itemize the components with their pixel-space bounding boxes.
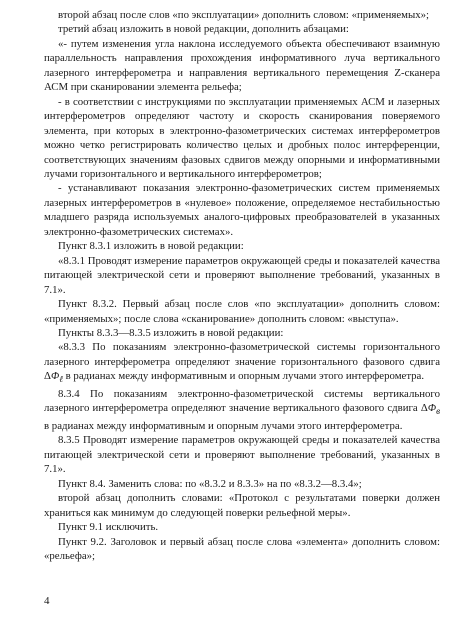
paragraph-text: 8.3.4 По показаниям электронно-фазометрической системы вертикального лазерного интерферометра определяют значение вертикального фазового сдвига Δ	[44, 387, 440, 415]
paragraph: - устанавливают показания электронно-фазометрических систем применяемых лазерных интерферометров в «нулевое» положение, определяемое нестабильностью младшего разряда используемых аналого-цифровых преобразователей в указанных электронно-фазометрических системах».	[44, 182, 440, 238]
paragraph: 8.3.5 Проводят измерение параметров окружающей среды и показателей качества питающей электрической сети и проверяют выполнение требований, указанных в 7.1».	[44, 434, 440, 476]
paragraph	[44, 387, 440, 434]
phase-symbol: Φ	[427, 402, 437, 415]
paragraph: Пункт 8.3.2. Первый абзац после слов «по эксплуатации» дополнить словом: «применяемых»; после слова «сканирование» дополнить словом: «выступа».	[44, 298, 440, 325]
page-number: 4	[44, 595, 50, 607]
paragraph: - в соответствии с инструкциями по эксплуатации применяемых АСМ и лазерных интерферометров определяют частоту и скорость сканирования поверяемого элемента, при которых в электронно-фазометрических системах интерферометров можно четко регистрировать количество целых и дробных полос интерференции, соответствующих значениям фазовых сдвигов между опорными и информативными лучами горизонтального и вертикального интерферометров;	[44, 95, 440, 180]
phase-symbol: Φ	[50, 370, 60, 383]
paragraph: Пункт 9.1 исключить.	[58, 521, 159, 534]
paragraph: Пункт 9.2. Заголовок и первый абзац после слова «элемента» дополнить словом: «рельефа»;	[44, 535, 440, 563]
paragraph: третий абзац изложить в новой редакции, дополнить абзацами:	[58, 23, 349, 36]
paragraph: «8.3.1 Проводят измерение параметров окружающей среды и показателей качества питающей электрической сети и проверяют выполнение требований, указанных в 7.1».	[44, 254, 440, 296]
paragraph-text: в радианах между информативным и опорным лучами этого интерферометра.	[62, 370, 425, 383]
phase-subscript: в	[436, 406, 440, 417]
paragraph: Пункты 8.3.3—8.3.5 изложить в новой редакции:	[58, 326, 284, 339]
paragraph-text: «8.3.3 По показаниям электронно-фазометрической системы горизонтального лазерного интерферометра определяют значение горизонтального фазового сдвига Δ	[44, 341, 440, 383]
paragraph: второй абзац дополнить словами: «Протокол с результатами поверки должен храниться как минимум до следующей поверки рельефной меры».	[44, 492, 440, 519]
paragraph: Пункт 8.3.1 изложить в новой редакции:	[58, 240, 244, 253]
paragraph: Пункт 8.4. Заменить слова: по «8.3.2 и 8.3.3» на по «8.3.2—8.3.4»;	[58, 477, 362, 490]
document-body	[44, 8, 440, 564]
paragraph: «- путем изменения угла наклона исследуемого объекта обеспечивают взаимную параллельность направления прохождения информативного луча вертикального лазерного интерферометра и направления вертикального перемещения Z-сканера АСМ при сканировании элемента рельефа;	[44, 37, 440, 94]
phase-subscript: ℓ	[59, 374, 63, 385]
paragraph-text: в радианах между информативным и опорным лучами этого интерферометра.	[44, 420, 403, 432]
paragraph	[44, 340, 440, 387]
paragraph: второй абзац после слов «по эксплуатации» дополнить словом: «применяемых»;	[58, 9, 430, 21]
